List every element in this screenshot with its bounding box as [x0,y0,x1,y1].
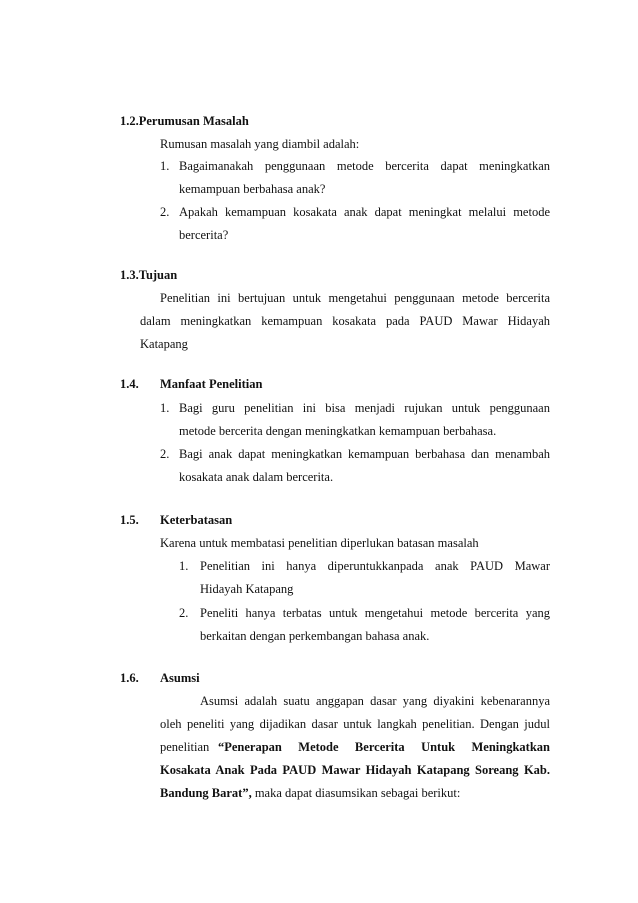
paragraph-line: dalam meningkatkan kemampuan kosakata pada PAUD Mawar Hidayah [140,314,550,328]
list-number: 1. [179,559,189,573]
list-item-text: Bagi anak dapat meningkatkan kemampuan berbahasa dan menambah [179,447,550,461]
section-number: 1.5. [120,513,139,527]
heading-1-6: Asumsi [160,671,200,685]
list-item-text: bercerita? [179,228,229,242]
heading-1-3: 1.3.Tujuan [120,268,178,282]
section-number: 1.4. [120,377,139,391]
paragraph-text: maka dapat diasumsikan sebagai berikut: [251,786,461,800]
list-number: 2. [160,447,170,461]
list-item-text: Penelitian ini hanya diperuntukkanpada anak PAUD Mawar [200,559,550,573]
list-item-text: metode bercerita dengan meningkatkan kemampuan berbahasa. [179,424,497,438]
heading-1-5: Keterbatasan [160,513,233,527]
list-item-text: berkaitan dengan perkembangan bahasa anak. [200,629,430,643]
intro-1-5: Karena untuk membatasi penelitian diperlukan batasan masalah [160,536,479,550]
paragraph-line: penelitian [160,740,210,754]
list-item-text: Bagaimanakah penggunaan metode bercerita dapat meningkatkan [179,159,550,173]
section-number: 1.6. [120,671,139,685]
paragraph-line: Katapang [140,337,188,351]
list-item-text: Bagi guru penelitian ini bisa menjadi rujukan untuk penggunaan [179,401,550,415]
intro-1-2: Rumusan masalah yang diambil adalah: [160,137,360,151]
list-item-text: kosakata anak dalam bercerita. [179,470,334,484]
heading-1-4: Manfaat Penelitian [160,377,263,391]
list-number: 1. [160,401,170,415]
list-number: 1. [160,159,170,173]
paragraph-line: Penelitian ini bertujuan untuk mengetahui penggunaan metode bercerita [160,291,550,305]
list-item-text: Peneliti hanya terbatas untuk mengetahui metode bercerita yang [200,606,550,620]
paragraph-line [160,785,460,801]
paragraph-line: oleh peneliti yang dijadikan dasar untuk langkah penelitian. Dengan judul [160,717,550,731]
list-number: 2. [160,205,170,219]
research-title-part: Bandung Barat”, [160,786,252,800]
list-number: 2. [179,606,189,620]
research-title-part: Kosakata Anak Pada PAUD Mawar Hidayah Katapang Soreang Kab. [160,763,550,777]
list-item-text: Hidayah Katapang [200,582,294,596]
list-item-text: kemampuan berbahasa anak? [179,182,326,196]
heading-1-2: 1.2.Perumusan Masalah [120,114,249,128]
list-item-text: Apakah kemampuan kosakata anak dapat meningkat melalui metode [179,205,550,219]
paragraph-line: Asumsi adalah suatu anggapan dasar yang diyakini kebenarannya [200,694,550,708]
research-title-part: “Penerapan Metode Bercerita Untuk Meningkatkan [218,740,550,754]
